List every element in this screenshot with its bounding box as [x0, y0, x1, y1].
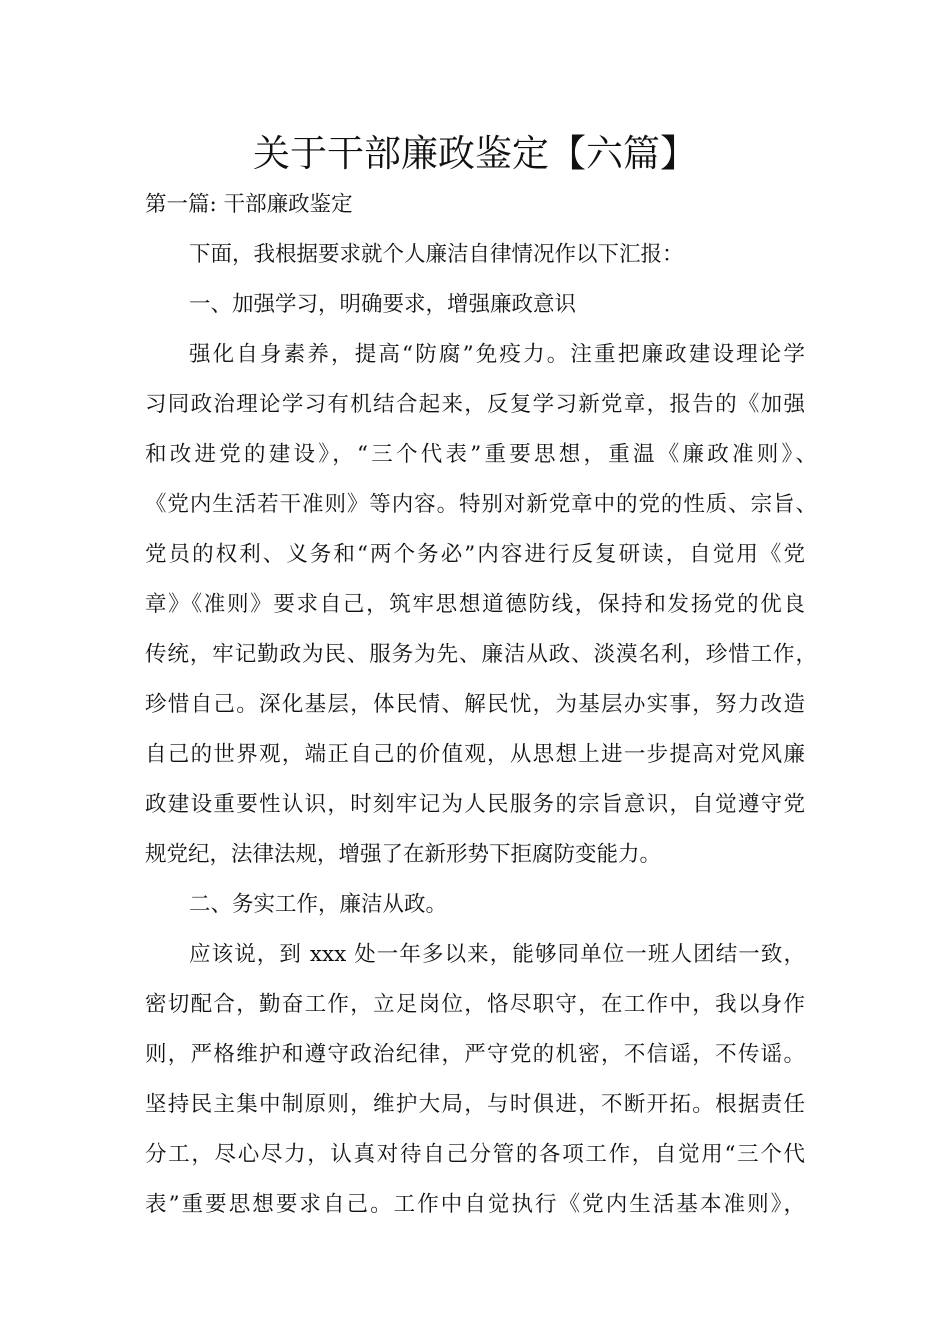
paragraph-line: 习同政治理论学习有机结合起来，反复学习新党章，报告的《加强: [145, 392, 805, 417]
paragraph-line: 和改进党的建设》，“三个代表”重要思想，重温《廉政准则》、: [145, 442, 817, 467]
section-heading: 第一篇: 干部廉政鉴定: [145, 192, 353, 217]
paragraph-line: 自己的世界观，端正自己的价值观，从思想上进一步提高对党风廉: [145, 742, 805, 767]
paragraph-line: 坚持民主集中制原则，维护大局，与时俱进，不断开拓。根据责任: [145, 1092, 805, 1117]
paragraph-line: 规党纪，法律法规，增强了在新形势下拒腐防变能力。: [145, 842, 662, 867]
subheading-2: 二、务实工作，廉洁从政。: [189, 892, 448, 917]
paragraph-line: 下面，我根据要求就个人廉洁自律情况作以下汇报：: [189, 242, 684, 267]
paragraph-line: 则，严格维护和遵守政治纪律，严守党的机密，不信谣，不传谣。: [145, 1042, 805, 1067]
paragraph-line: 分工，尽心尽力，认真对待自己分管的各项工作，自觉用“三个代: [145, 1142, 805, 1167]
paragraph-line: 政建设重要性认识，时刻牢记为人民服务的宗旨意识，自觉遵守党: [145, 792, 805, 817]
document-title: 关于干部廉政鉴定【六篇】: [253, 132, 697, 175]
paragraph-line: 表”重要思想要求自己。工作中自觉执行《党内生活基本准则》，: [145, 1192, 805, 1217]
paragraph-line: 应该说，到 xxx 处一年多以来，能够同单位一班人团结一致，: [189, 942, 805, 967]
paragraph-line: 《党内生活若干准则》等内容。特别对新党章中的党的性质、宗旨、: [145, 492, 817, 517]
paragraph-line: 珍惜自己。深化基层，体民情、解民忧，为基层办实事，努力改造: [145, 692, 805, 717]
paragraph-line: 章》《准则》要求自己，筑牢思想道德防线，保持和发扬党的优良: [145, 592, 805, 617]
paragraph-line: 传统，牢记勤政为民、服务为先、廉洁从政、淡漠名利，珍惜工作，: [145, 642, 817, 667]
paragraph-line: 强化自身素养，提高“防腐”免疫力。注重把廉政建设理论学: [189, 342, 805, 367]
paragraph-line: 密切配合，勤奋工作，立足岗位，恪尽职守，在工作中，我以身作: [145, 992, 805, 1017]
paragraph-line: 党员的权利、义务和“两个务必”内容进行反复研读，自觉用《党: [145, 542, 805, 567]
subheading-1: 一、加强学习，明确要求，增强廉政意识: [189, 292, 577, 317]
